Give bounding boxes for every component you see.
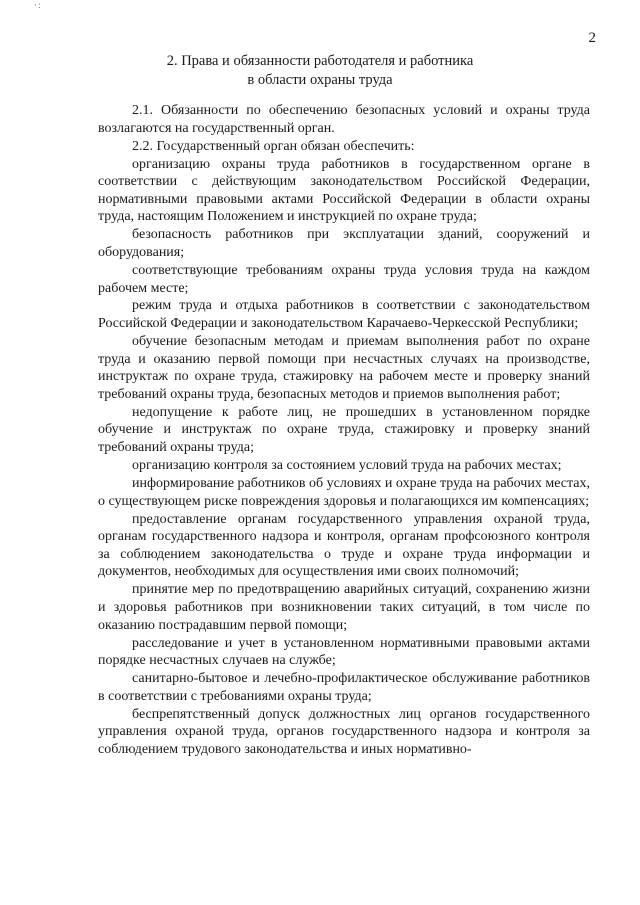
list-item: беспрепятственный допуск должностных лиц органов государственного управления охраной труда, органов государственного надзора и контроля за соблюдением трудового законодательства и иных нормативно- (98, 706, 590, 757)
list-item: информирование работников об условиях и охране труда на рабочих местах, о существующем риске повреждения здоровья и полагающихся им компенсациях; (98, 475, 590, 509)
list-item: недопущение к работе лиц, не прошедших в установленном порядке обучение и инструктаж по охране труда, стажировку и проверку знаний требований охраны труда; (98, 404, 590, 456)
scan-mark: ·: (34, 0, 42, 10)
list-item: организацию контроля за состоянием условий труда на рабочих местах; (132, 458, 562, 473)
paragraph-2-2: 2.2. Государственный орган обязан обеспечить: (132, 138, 415, 154)
paragraph-2-1: 2.1. Обязанности по обеспечению безопасных условий и охраны труда возлагаются на государственный орган. (98, 103, 590, 136)
list-item: санитарно-бытовое и лечебно-профилактическое обслуживание работников в соответствии с требованиями охраны труда; (98, 671, 590, 704)
list-item: организацию охраны труда работников в государственном органе в соответствии с действующим законодательством Российской Федерации, нормативными правовыми актами Российской Федерации в области охраны труда, настоящим Положением и инструкцией по охране труда; (98, 156, 590, 225)
list-item: предоставление органам государственного управления охраной труда, органам государственного надзора и контроля, органам профсоюзного контроля за соблюдением законодательства о труде и охране труда информации и документов, необходимых для осуществления ими своих полномочий; (98, 511, 590, 580)
list-item: безопасность работников при эксплуатации зданий, сооружений и оборудования; (98, 227, 590, 260)
document-body (98, 102, 590, 759)
list-item: расследование и учет в установленном нормативными правовыми актами порядке несчастных случаев на службе; (98, 635, 590, 669)
section-heading (0, 52, 640, 90)
list-item: режим труда и отдыха работников в соответствии с законодательством Российской Федерации и законодательством Карачаево-Черкесской Республики; (98, 298, 590, 332)
section-title-line-1: 2. Права и обязанности работодателя и работника (166, 53, 474, 69)
list-item: обучение безопасным методам и приемам выполнения работ по охране труда и оказанию первой помощи при несчастных случаях на производстве, инструктаж по охране труда, стажировку на рабочем месте и проверку знаний требований охраны труда, безопасных методов и приемов выполнения работ; (98, 334, 590, 402)
list-item: принятие мер по предотвращению аварийных ситуаций, сохранению жизни и здоровья работников при возникновении таких ситуаций, в том числе по оказанию пострадавшим первой помощи; (98, 582, 590, 633)
section-title-line-2: в области охраны труда (247, 72, 393, 88)
list-item: соответствующие требованиям охраны труда условия труда на каждом рабочем месте; (98, 262, 590, 296)
page-number: 2 (588, 30, 596, 46)
